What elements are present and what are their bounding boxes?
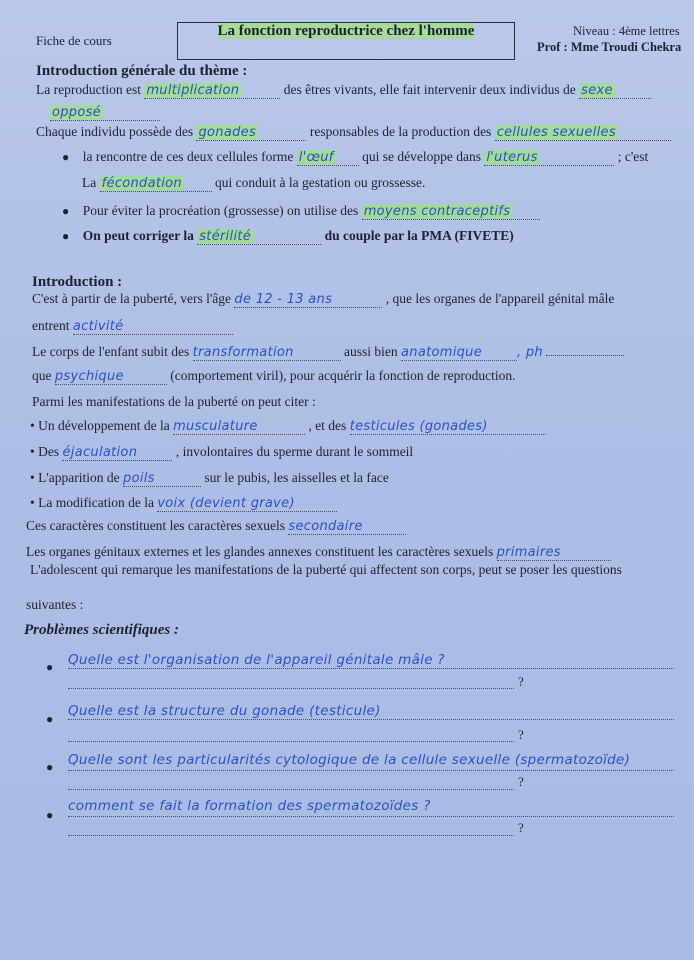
bullet-3: ● On peut corriger la stérilité du couple par la PMA (FIVETE) bbox=[62, 228, 514, 244]
manif-4: • La modification de la voix (devient grave) bbox=[30, 495, 337, 512]
manif-1: • Un développement de la musculature , et des testicules (gonades) bbox=[30, 418, 546, 435]
page-title: La fonction reproductrice chez l'homme bbox=[177, 22, 515, 60]
intro-line-2: opposé bbox=[50, 104, 160, 121]
question-text: Quelle est la structure du gonade (testicule) bbox=[68, 703, 381, 719]
question-text: Quelle est l'organisation de l'appareil génitale mâle ? bbox=[68, 652, 445, 668]
manif-2: • Des éjaculation , involontaires du sperme durant le sommeil bbox=[30, 444, 414, 460]
prof-label: Prof : Mme Troudi Chekra bbox=[537, 40, 682, 54]
intro-p5: Parmi les manifestations de la puberté on peut citer : bbox=[32, 394, 316, 409]
intro-generale-heading: Introduction générale du thème : bbox=[36, 63, 248, 79]
introduction-heading: Introduction : bbox=[32, 274, 123, 290]
caracteres-secondaires: Ces caractères constituent les caractères sexuels secondaire bbox=[26, 518, 406, 535]
fiche-label: Fiche de cours bbox=[36, 33, 112, 48]
bullet-2: ● Pour éviter la procréation (grossesse) on utilise des moyens contraceptifs bbox=[62, 203, 540, 220]
question-text: Quelle sont les particularités cytologique de la cellule sexuelle (spermatozoïde) bbox=[68, 752, 631, 768]
intro-p1: C'est à partir de la puberté, vers l'âge de 12 - 13 ans , que les organes de l'appareil génital mâle bbox=[32, 291, 615, 307]
niveau-label: Niveau : 4ème lettres bbox=[573, 24, 680, 38]
question-text: comment se fait la formation des spermatozoïdes ? bbox=[68, 798, 431, 814]
intro-c3: L'adolescent qui remarque les manifestations de la puberté qui affectent son corps, peut se poser les questions bbox=[30, 562, 622, 577]
bullet-1: ● la rencontre de ces deux cellules forme l'œuf qui se développe dans l'uterus ; c'est bbox=[62, 149, 649, 165]
intro-p2: entrent activité bbox=[32, 318, 233, 335]
intro-line-3: Chaque individu possède des gonades responsables de la production des cellules sexuelles bbox=[36, 124, 671, 141]
caracteres-primaires: Les organes génitaux externes et les glandes annexes constituent les caractères sexuels primaires bbox=[26, 544, 611, 561]
intro-p4: que psychique (comportement viril), pour acquérir la fonction de reproduction. bbox=[32, 368, 516, 384]
intro-p3: Le corps de l'enfant subit des transformation aussi bien anatomique , ph bbox=[32, 344, 624, 361]
bullet-1-cont: La fécondation qui conduit à la gestation ou grossesse. bbox=[82, 175, 426, 191]
intro-line-1: La reproduction est multiplication des êtres vivants, elle fait intervenir deux individus de sexe bbox=[36, 82, 651, 99]
problemes-heading: Problèmes scientifiques : bbox=[24, 622, 179, 638]
intro-c4: suivantes : bbox=[26, 597, 84, 612]
manif-3: • L'apparition de poils sur le pubis, les aisselles et la face bbox=[30, 470, 389, 486]
